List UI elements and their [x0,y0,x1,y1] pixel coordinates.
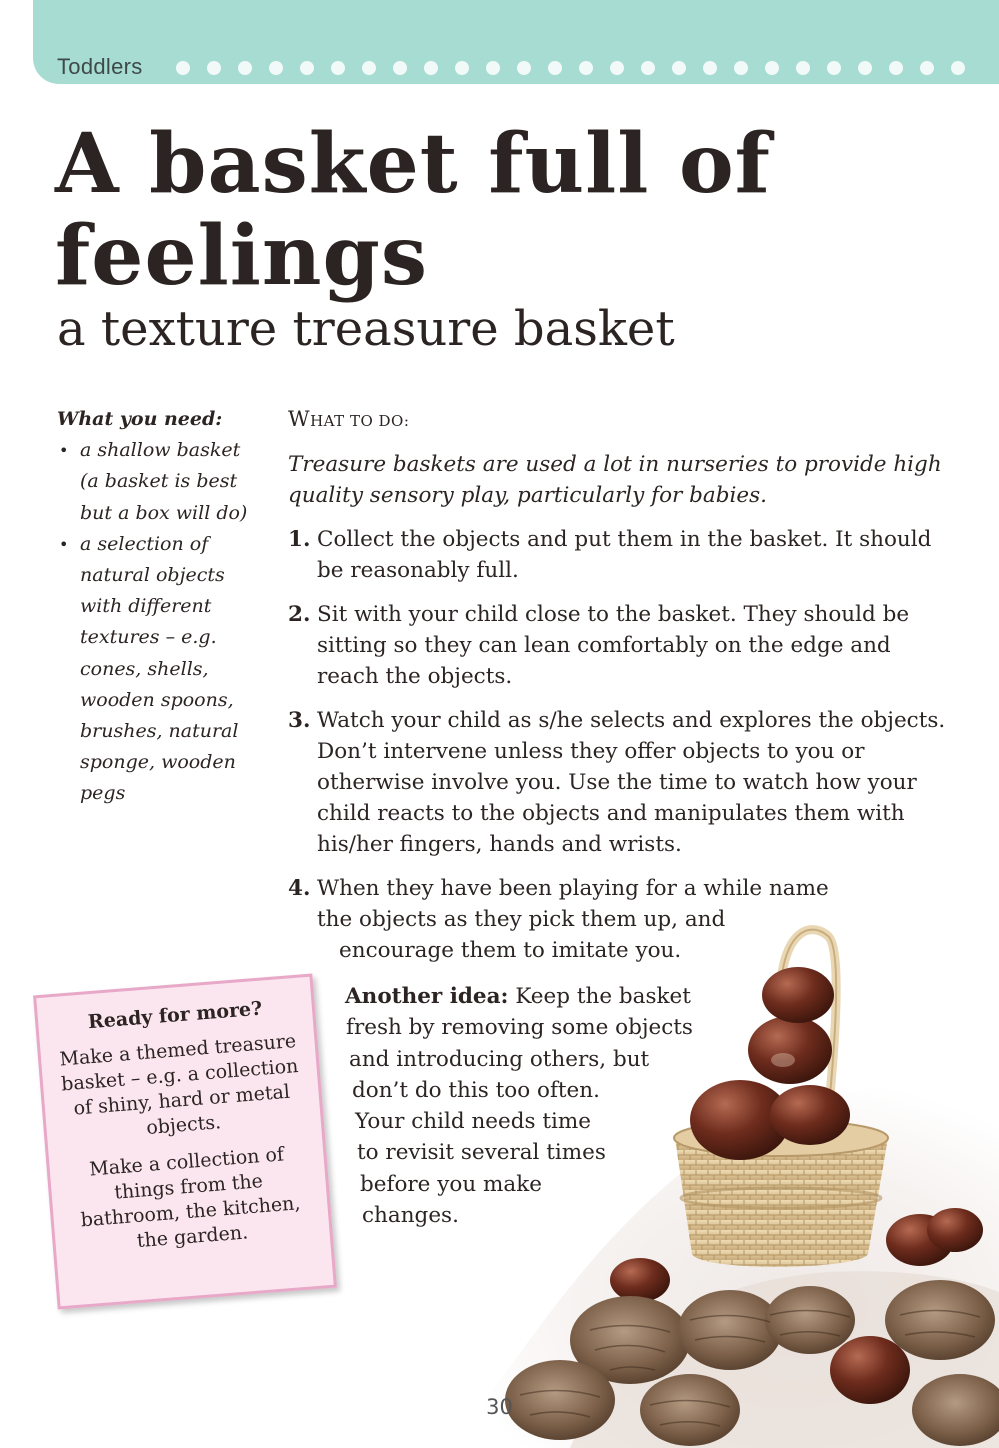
another-idea [345,981,745,1231]
another-idea-line: don’t do this too often. [352,1077,600,1103]
step-text-line: When they have been playing for a while name [317,876,829,901]
another-idea-line: Your child needs time [355,1109,592,1135]
step-text: Sit with your child close to the basket. They should be sitting so they can lean comfortably on the edge and reach the objects. [317,602,910,689]
step-text: Collect the objects and put them in the basket. It should be reasonably full. [317,527,932,583]
step-2 [288,599,958,692]
what-to-do-heading [288,404,958,437]
step-number: 2. [288,602,311,627]
intro-text: Treasure baskets are used a lot in nurseries to provide high quality sensory play, particularly for babies. [288,452,942,508]
another-idea-line: and introducing others, but [349,1046,650,1072]
another-idea-line: fresh by removing some objects [346,1015,693,1041]
heading-initial: W [288,407,311,431]
what-you-need [57,404,257,810]
step-3 [288,705,958,860]
step-number: 4. [288,876,311,901]
materials-item: • a shallow basket (a basket is best but a box will do) [57,435,257,529]
what-to-do [288,404,958,979]
step-number: 3. [288,708,311,733]
ready-for-more-heading: Ready for more? [87,997,263,1034]
materials-list [57,435,257,809]
ready-for-more-text: Make a themed treasure basket – e.g. a collection of shiny, hard or metal objects. [58,1030,300,1139]
page-number: 30 [486,1395,513,1419]
step-text-line: the objects as they pick them up, and [317,907,726,932]
section-label: Toddlers [57,54,143,79]
another-idea-line: to revisit several times [357,1140,606,1166]
page-title: A basket full of feelings [55,116,771,304]
dotted-rule [176,61,999,75]
ready-for-more-card [33,974,337,1310]
what-you-need-heading: What you need: [57,408,223,430]
another-idea-line: before you make [360,1171,542,1197]
another-idea-line: changes. [362,1203,459,1229]
ready-for-more-text: Make a collection of things from the bathroom, the kitchen, the garden. [79,1143,302,1253]
step-1 [288,524,958,586]
page-subtitle: a texture treasure basket [57,301,675,357]
heading-rest: HAT TO DO: [310,412,410,430]
another-idea-label: Another idea: [345,984,509,1009]
another-idea-line: Keep the basket [515,984,691,1009]
materials-item: • a selection of natural objects with different textures – e.g. cones, shells, wooden spoons, brushes, natural sponge, wooden pegs [57,529,257,810]
step-text: Watch your child as s/he selects and explores the objects. Don’t intervene unless they offer objects to you or otherwise involve you. Use the time to watch how your child reacts to the objects and manipulates them with his/her fingers, hands and wrists. [317,708,946,857]
step-number: 1. [288,527,311,552]
step-text-line: encourage them to imitate you. [339,938,682,963]
